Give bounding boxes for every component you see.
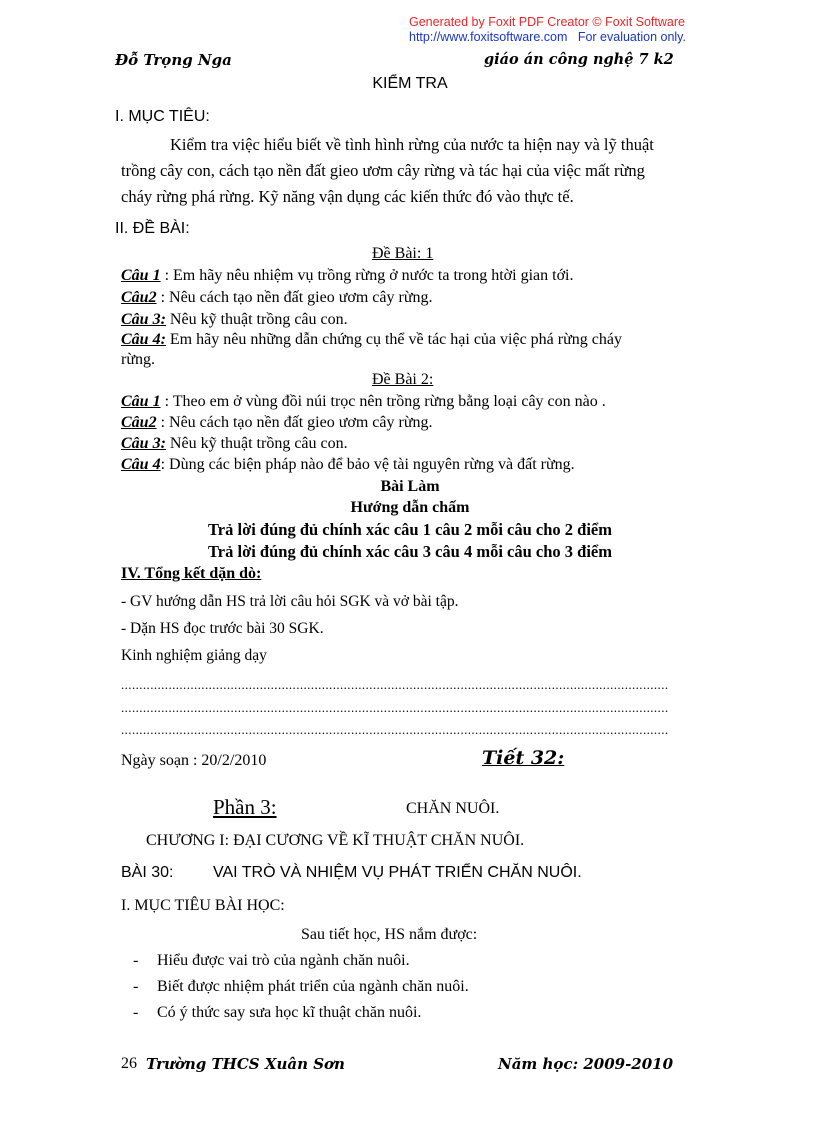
grading-line: Trả lời đúng đủ chính xác câu 1 câu 2 mỗi câu cho 2 điểm <box>208 520 612 539</box>
summary-item: - GV hướng dẫn HS trả lời câu hỏi SGK và vở bài tập. <box>121 593 459 610</box>
objectives-text-line: trồng cây con, cách tạo nền đất gieo ươm cây rừng và tác hại của việc mất rừng <box>121 161 645 180</box>
part-title: CHĂN NUÔI. <box>406 800 500 817</box>
grading-line: Trả lời đúng đủ chính xác câu 3 câu 4 mỗi câu cho 3 điểm <box>208 542 612 561</box>
footer-year: Năm học: 2009-2010 <box>498 1055 674 1073</box>
objectives-text-line: cháy rừng phá rừng. Kỹ năng vận dụng các kiến thức đó vào thực tế. <box>121 187 574 206</box>
watermark-note: For evaluation only. <box>577 30 686 44</box>
question-4-continued: rừng. <box>121 351 155 368</box>
exam-heading: II. ĐỀ BÀI: <box>115 220 190 237</box>
question-label: Câu2 <box>121 414 157 431</box>
question-label: Câu 4: <box>121 331 166 348</box>
lesson-item: - Hiểu được vai trò của ngành chăn nuôi. <box>133 952 410 969</box>
objectives-text-line: Kiểm tra việc hiểu biết về tình hình rừng của nước ta hiện nay và lỹ thuật <box>170 135 654 154</box>
dotted-line: ...................................................................................................................................................... <box>121 677 669 692</box>
question-2: Câu2 : Nêu cách tạo nền đất gieo ươm cây rừng. <box>121 414 433 431</box>
lesson-intro: Sau tiết học, HS nắm được: <box>301 926 478 943</box>
prep-date: Ngày soạn : 20/2/2010 <box>121 752 267 769</box>
question-label: Câu2 <box>121 289 157 306</box>
question-3: Câu 3: Nêu kỹ thuật trồng câu con. <box>121 311 348 328</box>
summary-item: - Dặn HS đọc trước bài 30 SGK. <box>121 620 324 637</box>
lesson-objectives-heading: I. MỤC TIÊU BÀI HỌC: <box>121 897 285 914</box>
summary-heading: IV. Tổng kết dặn dò: <box>121 565 262 582</box>
watermark-line: Generated by Foxit PDF Creator © Foxit Software <box>409 15 685 29</box>
dotted-line: ...................................................................................................................................................... <box>121 722 669 737</box>
page-number: 26 <box>121 1055 137 1072</box>
question-1: Câu 1 : Em hãy nêu nhiệm vụ trồng rừng ở nước ta trong htời gian tới. <box>121 267 574 284</box>
question-4: Câu 4: Em hãy nêu những dẫn chứng cụ thể về tác hại của việc phá rừng cháy <box>121 331 622 348</box>
part-label: Phần 3: <box>213 795 277 819</box>
watermark-url-link[interactable]: http://www.foxitsoftware.com <box>409 30 568 44</box>
question-label: Câu 1 <box>121 393 161 410</box>
question-4: Câu 4: Dùng các biện pháp nào để bảo vệ tài nguyên rừng và đất rừng. <box>121 456 575 473</box>
objectives-heading: I. MỤC TIÊU: <box>115 108 210 125</box>
footer-school: Trường THCS Xuân Sơn <box>146 1055 345 1073</box>
answer-title: Bài Làm <box>380 478 440 495</box>
lesson-item: - Biết được nhiệm phát triển của ngành chăn nuôi. <box>133 978 469 995</box>
chapter-title: CHƯƠNG I: ĐẠI CƯƠNG VỀ KĨ THUẬT CHĂN NUÔI. <box>146 832 525 849</box>
question-label: Câu 3: <box>121 311 166 328</box>
question-3: Câu 3: Nêu kỹ thuật trồng câu con. <box>121 435 348 452</box>
question-label: Câu 4 <box>121 456 161 473</box>
dotted-line: ...................................................................................................................................................... <box>121 700 669 715</box>
exam-set-1-title: Đề Bài: 1 <box>372 245 434 262</box>
page-title: KIỂM TRA <box>372 75 448 92</box>
exam-set-2-title: Đề Bài 2: <box>372 371 434 388</box>
period-number: Tiết 32: <box>482 747 565 769</box>
header-author: Đỗ Trọng Nga <box>115 51 232 69</box>
grading-title: Hướng dẫn chấm <box>350 499 470 516</box>
question-1: Câu 1 : Theo em ở vùng đồi núi trọc nên trồng rừng bằng loại cây con nào . <box>121 393 606 410</box>
question-2: Câu2 : Nêu cách tạo nền đất gieo ươm cây rừng. <box>121 289 433 306</box>
lesson-title: VAI TRÒ VÀ NHIỆM VỤ PHÁT TRIỂN CHĂN NUÔI. <box>213 864 582 881</box>
lesson-number: BÀI 30: <box>121 864 174 881</box>
question-label: Câu 1 <box>121 267 161 284</box>
header-subject: giáo án công nghệ 7 k2 <box>484 51 674 68</box>
question-label: Câu 3: <box>121 435 166 452</box>
experience-label: Kinh nghiệm giảng dạy <box>121 647 267 664</box>
lesson-item: - Có ý thức say sưa học kĩ thuật chăn nuôi. <box>133 1004 422 1021</box>
watermark-url-line <box>409 30 686 44</box>
